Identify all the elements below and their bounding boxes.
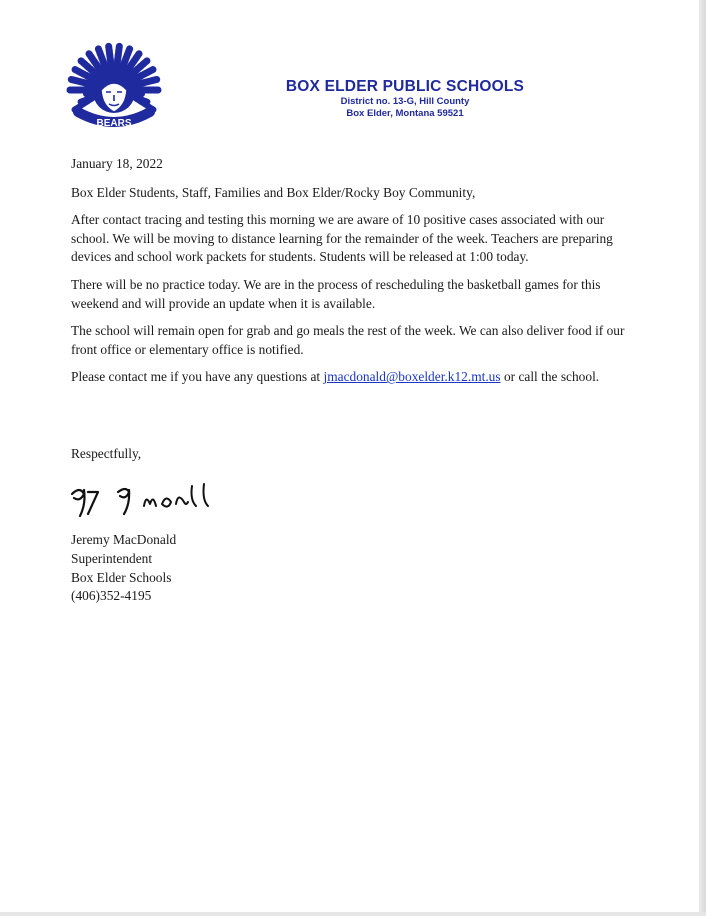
letter-greeting: Box Elder Students, Staff, Families and Box Elder/Rocky Boy Community, bbox=[71, 184, 476, 200]
page-edge-shadow bbox=[699, 0, 706, 916]
logo-text: BEARS bbox=[96, 118, 132, 129]
contact-text-before: Please contact me if you have any questions at bbox=[71, 369, 324, 385]
letter-body bbox=[71, 155, 631, 396]
letter-closing: Respectfully, bbox=[71, 446, 142, 461]
school-name: BOX ELDER PUBLIC SCHOOLS bbox=[285, 78, 525, 95]
signature-block bbox=[71, 531, 176, 606]
email-link[interactable]: jmacdonald@boxelder.k12.mt.us bbox=[323, 369, 501, 385]
signer-title: Superintendent bbox=[71, 550, 153, 566]
page-bottom-edge bbox=[0, 912, 706, 916]
handwritten-signature bbox=[66, 480, 246, 520]
letterhead bbox=[240, 78, 570, 120]
paragraph-practice: There will be no practice today. We are in the process of rescheduling the basketball games for this weekend and will provide an update when it is available. bbox=[71, 276, 601, 311]
district-line: District no. 13-G, Hill County bbox=[340, 96, 470, 107]
paragraph-cases: After contact tracing and testing this morning we are aware of 10 positive cases associated with our school. We will be moving to distance learning for the remainder of the week. Teachers are preparing devices and school work packets for students. Students will be released at 1:00 today. bbox=[71, 212, 613, 265]
signer-organization: Box Elder Schools bbox=[71, 569, 172, 585]
paragraph-contact bbox=[71, 368, 631, 387]
contact-text-after: or call the school. bbox=[500, 369, 600, 385]
school-logo bbox=[64, 40, 164, 136]
signer-name: Jeremy MacDonald bbox=[71, 532, 177, 547]
address-line: Box Elder, Montana 59521 bbox=[346, 108, 464, 119]
letter-date: January 18, 2022 bbox=[71, 156, 163, 171]
signer-phone: (406)352-4195 bbox=[71, 588, 152, 604]
paragraph-meals: The school will remain open for grab and go meals the rest of the week. We can also deliver food if our front office or elementary office is notified. bbox=[71, 323, 625, 357]
